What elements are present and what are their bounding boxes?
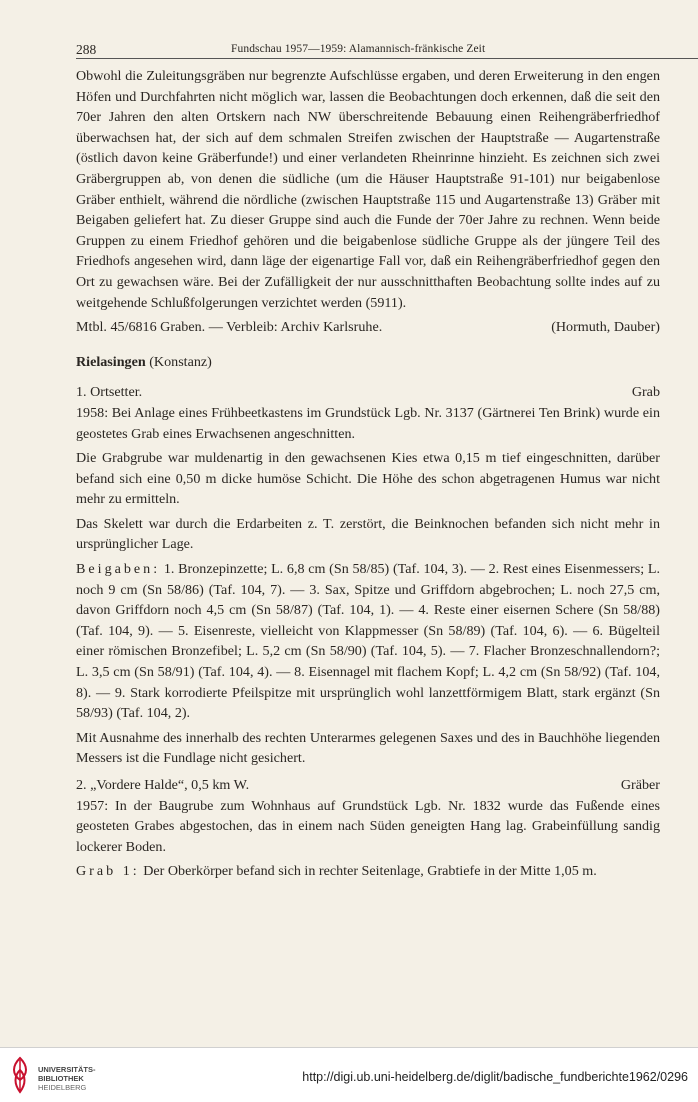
entry1-heading bbox=[76, 382, 660, 403]
source-url-link[interactable]: http://digi.ub.uni-heidelberg.de/diglit/badische_fundberichte1962/0296 bbox=[302, 1070, 688, 1084]
library-name-line2: BIBLIOTHEK bbox=[38, 1074, 84, 1083]
entry2-paragraph-1: 1957: In der Baugrube zum Wohnhaus auf Grundstück Lgb. Nr. 1832 wurde das Fußende eines geosteten Grabes abgestochen, das in einem nach Süden geneigten Hang lag. Grabeinfüllung sandig lockerer Boden. bbox=[76, 797, 660, 855]
entry2-title: 2. „Vordere Halde“, 0,5 km W. bbox=[76, 777, 250, 793]
running-title: Fundschau 1957—1959: Alamannisch-fränkische Zeit bbox=[231, 43, 486, 55]
entry1-paragraph-1: 1958: Bei Anlage eines Frühbeetkastens im Grundstück Lgb. Nr. 3137 (Gärtnerei Ten Brink) wurde ein geostetes Grab eines Erwachsenen angeschnitten. bbox=[76, 404, 660, 442]
section-heading bbox=[76, 352, 660, 373]
entry1-paragraph-2: Die Grabgrube war muldenartig in den gewachsenen Kies etwa 0,15 m tief eingeschnitten, darüber befand sich eine 0,50 m dicke humöse Schicht. Die Höhe des schon abgetragenen Humus war nicht mehr zu ermitteln. bbox=[76, 450, 660, 508]
intro-reference-line bbox=[76, 317, 660, 338]
grab1-text: Der Oberkörper befand sich in rechter Seitenlage, Grabtiefe in der Mitte 1,05 m. bbox=[143, 863, 597, 880]
entry1-type: Grab bbox=[631, 384, 660, 401]
intro-paragraph: Obwohl die Zuleitungsgräben nur begrenzte Aufschlüsse ergaben, und deren Erweiterung in den engen Höfen und Durchfahrten nicht möglich war, lassen die Beobachtungen doch erkennen, daß die seit den 70er Jahren den alten Ortskern nach NW überschreitende Bebauung einen Reihengräberfriedhof überwachsen hat, der sich auf dem schmalen Streifen zwischen der Hauptstraße — Augartenstraße (östlich davon keine Gräberfunde!) und einer verlandeten Rheinrinne hinzieht. Es zeichnen sich zwei Gräbergruppen ab, von denen die südliche (um die Häuser Hauptstraße 91-101) nur beigabenlose Gräber enthielt, während die nördliche (zwischen Hauptstraße 115 und Augartenstraße 13) Gräber mit Beigaben geliefert hat. Zu dieser Gruppe sind auch die Funde der 70er Jahre zu rechnen. Wenn beide Gruppen zu einem Friedhof gehören und die beigabenlose südliche Gruppe als der jüngere Teil des Friedhofs angesehen wird, dann läge der eigenartige Fall vor, daß ein Reihengräberfriedhof gegen den Ort zu gewachsen wäre. Bei der Zufälligkeit der nur ausschnitthaften Beobachtung sollte indes auf zu weitgehende Schlußfolgerungen verzichtet werden (5911). bbox=[76, 68, 660, 311]
beigaben-label: Beigaben: bbox=[76, 561, 161, 578]
page-header bbox=[76, 40, 698, 59]
page-number: 288 bbox=[76, 42, 97, 57]
entry2-heading bbox=[76, 775, 660, 796]
entry1-paragraph-4: Mit Ausnahme des innerhalb des rechten Unterarmes gelegenen Saxes und des in Bauchhöhe liegenden Messers ist die Fundlage nicht gesichert. bbox=[76, 729, 660, 767]
page-body bbox=[76, 66, 660, 882]
intro-authors: (Hormuth, Dauber) bbox=[551, 319, 660, 336]
section-place: Rielasingen bbox=[76, 353, 146, 370]
library-name bbox=[38, 1065, 96, 1092]
entry1-paragraph-3: Das Skelett war durch die Erdarbeiten z. T. zerstört, die Beinknochen befanden sich nicht mehr in ursprünglicher Lage. bbox=[76, 515, 660, 553]
entry1-beigaben bbox=[76, 559, 660, 724]
entry2-grab1 bbox=[76, 861, 660, 882]
library-logo-icon bbox=[8, 1056, 32, 1094]
library-footer bbox=[0, 1047, 698, 1102]
section-district: (Konstanz) bbox=[149, 353, 212, 370]
beigaben-text: 1. Bronzepinzette; L. 6,8 cm (Sn 58/85) (Taf. 104, 3). — 2. Rest eines Eisenmessers; L. noch 9 cm (Sn 58/86) (Taf. 104, 7). — 3. Sax, Spitze und Griffdorn abgebrochen; L. noch 27,5 cm, davon Griffdorn noch 4,5 cm (Sn 58/87) (Taf. 104, 1). — 4. Reste einer eisernen Schere (Sn 58/88) (Taf. 104, 9). — 5. Eisenreste, vielleicht von Klappmesser (Sn 58/89) (Taf. 104, 6). — 6. Bügelteil einer römischen Bronzefibel; L. 5,2 cm (Sn 58/90) (Taf. 104, 5). — 7. Flacher Bronzeschnallendorn?; L. 3,5 cm (Sn 58/91) (Taf. 104, 4). — 8. Eisennagel mit flachem Kopf; L. 4,2 cm (Sn 58/92) (Taf. 104, 8). — 9. Stark korrodierte Pfeilspitze mit ursprünglich wohl lanzettförmigem Blatt, stark ergänzt (Sn 58/93) (Taf. 104, 2). bbox=[76, 561, 660, 722]
library-name-line3: HEIDELBERG bbox=[38, 1083, 87, 1092]
entry1-title: 1. Ortsetter. bbox=[76, 384, 143, 401]
intro-reference: Mtbl. 45/6816 Graben. — Verbleib: Archiv Karlsruhe. bbox=[76, 319, 383, 336]
grab1-label: Grab 1: bbox=[76, 863, 140, 880]
library-name-line1: UNIVERSITÄTS- bbox=[38, 1065, 96, 1074]
entry2-type: Gräber bbox=[620, 777, 660, 793]
